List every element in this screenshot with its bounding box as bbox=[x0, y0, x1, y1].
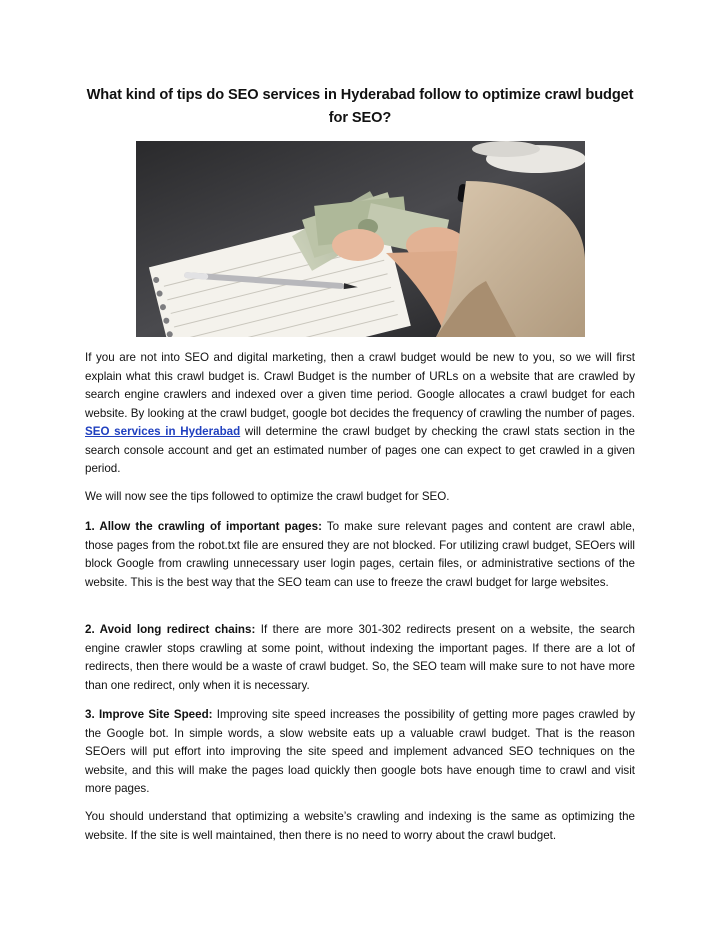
hero-photo bbox=[136, 141, 585, 337]
seo-services-link[interactable]: SEO services in Hyderabad bbox=[85, 425, 241, 438]
tip-text-3: Improving site speed increases the possibility of getting more pages crawled by the Google bot. In simple words, a slow website eats up a valuable crawl budget. That is the reason SEOers will put effort into improving the site speed and implement advanced SEO techniques on the website, and this will make the pages load quickly then google bots have enough time to crawl and visit more pages. bbox=[85, 708, 635, 795]
conclusion-paragraph: You should understand that optimizing a website’s crawling and indexing is the same as optimizing the website. If the site is well maintained, then there is no need to worry about the crawl budget. bbox=[85, 810, 635, 842]
intro-paragraph bbox=[85, 349, 635, 479]
tip-paragraph-2 bbox=[85, 621, 635, 695]
tip-paragraph-3 bbox=[85, 706, 635, 799]
tip-heading-3: 3. Improve Site Speed: bbox=[85, 708, 213, 721]
intro-text-after: will determine the crawl budget by checking the crawl stats section in the search console account and get an estimated number of pages one can expect to get crawled in a given period. bbox=[85, 425, 635, 475]
tip-paragraph-1 bbox=[85, 518, 635, 592]
page-title: What kind of tips do SEO services in Hyderabad follow to optimize crawl budget for SEO? bbox=[86, 87, 634, 126]
tip-text-1: To make sure relevant pages and content are crawl able, those pages from the robot.txt file are ensured they are not blocked. For utilizing crawl budget, SEOers will block Google from crawling unnecessary user login pages, certain files, or administrative sections of the website. This is the best way that the SEO team can use to freeze the crawl budget for large websites. bbox=[85, 520, 636, 589]
tip-heading-1: 1. Allow the crawling of important pages: bbox=[85, 520, 322, 533]
tip-heading-2: 2. Avoid long redirect chains: bbox=[85, 623, 256, 636]
lead-paragraph: We will now see the tips followed to optimize the crawl budget for SEO. bbox=[85, 490, 450, 503]
tip-text-2: If there are more 301-302 redirects present on a website, the search engine crawler stops crawling at some point, without indexing the important pages. If there are a lot of redirects, then there would be a waste of crawl budget. So, the SEO team will make sure to not have more than one redirect, only when it is necessary. bbox=[85, 623, 635, 692]
intro-text-before: If you are not into SEO and digital marketing, then a crawl budget would be new to you, so we will first explain what this crawl budget is. Crawl Budget is the number of URLs on a website that are crawled by search engine crawlers and indexed over a given time period. Google allocates a crawl budget for each website. By looking at the crawl budget, google bot decides the frequency of crawling the number of pages. bbox=[85, 351, 635, 420]
